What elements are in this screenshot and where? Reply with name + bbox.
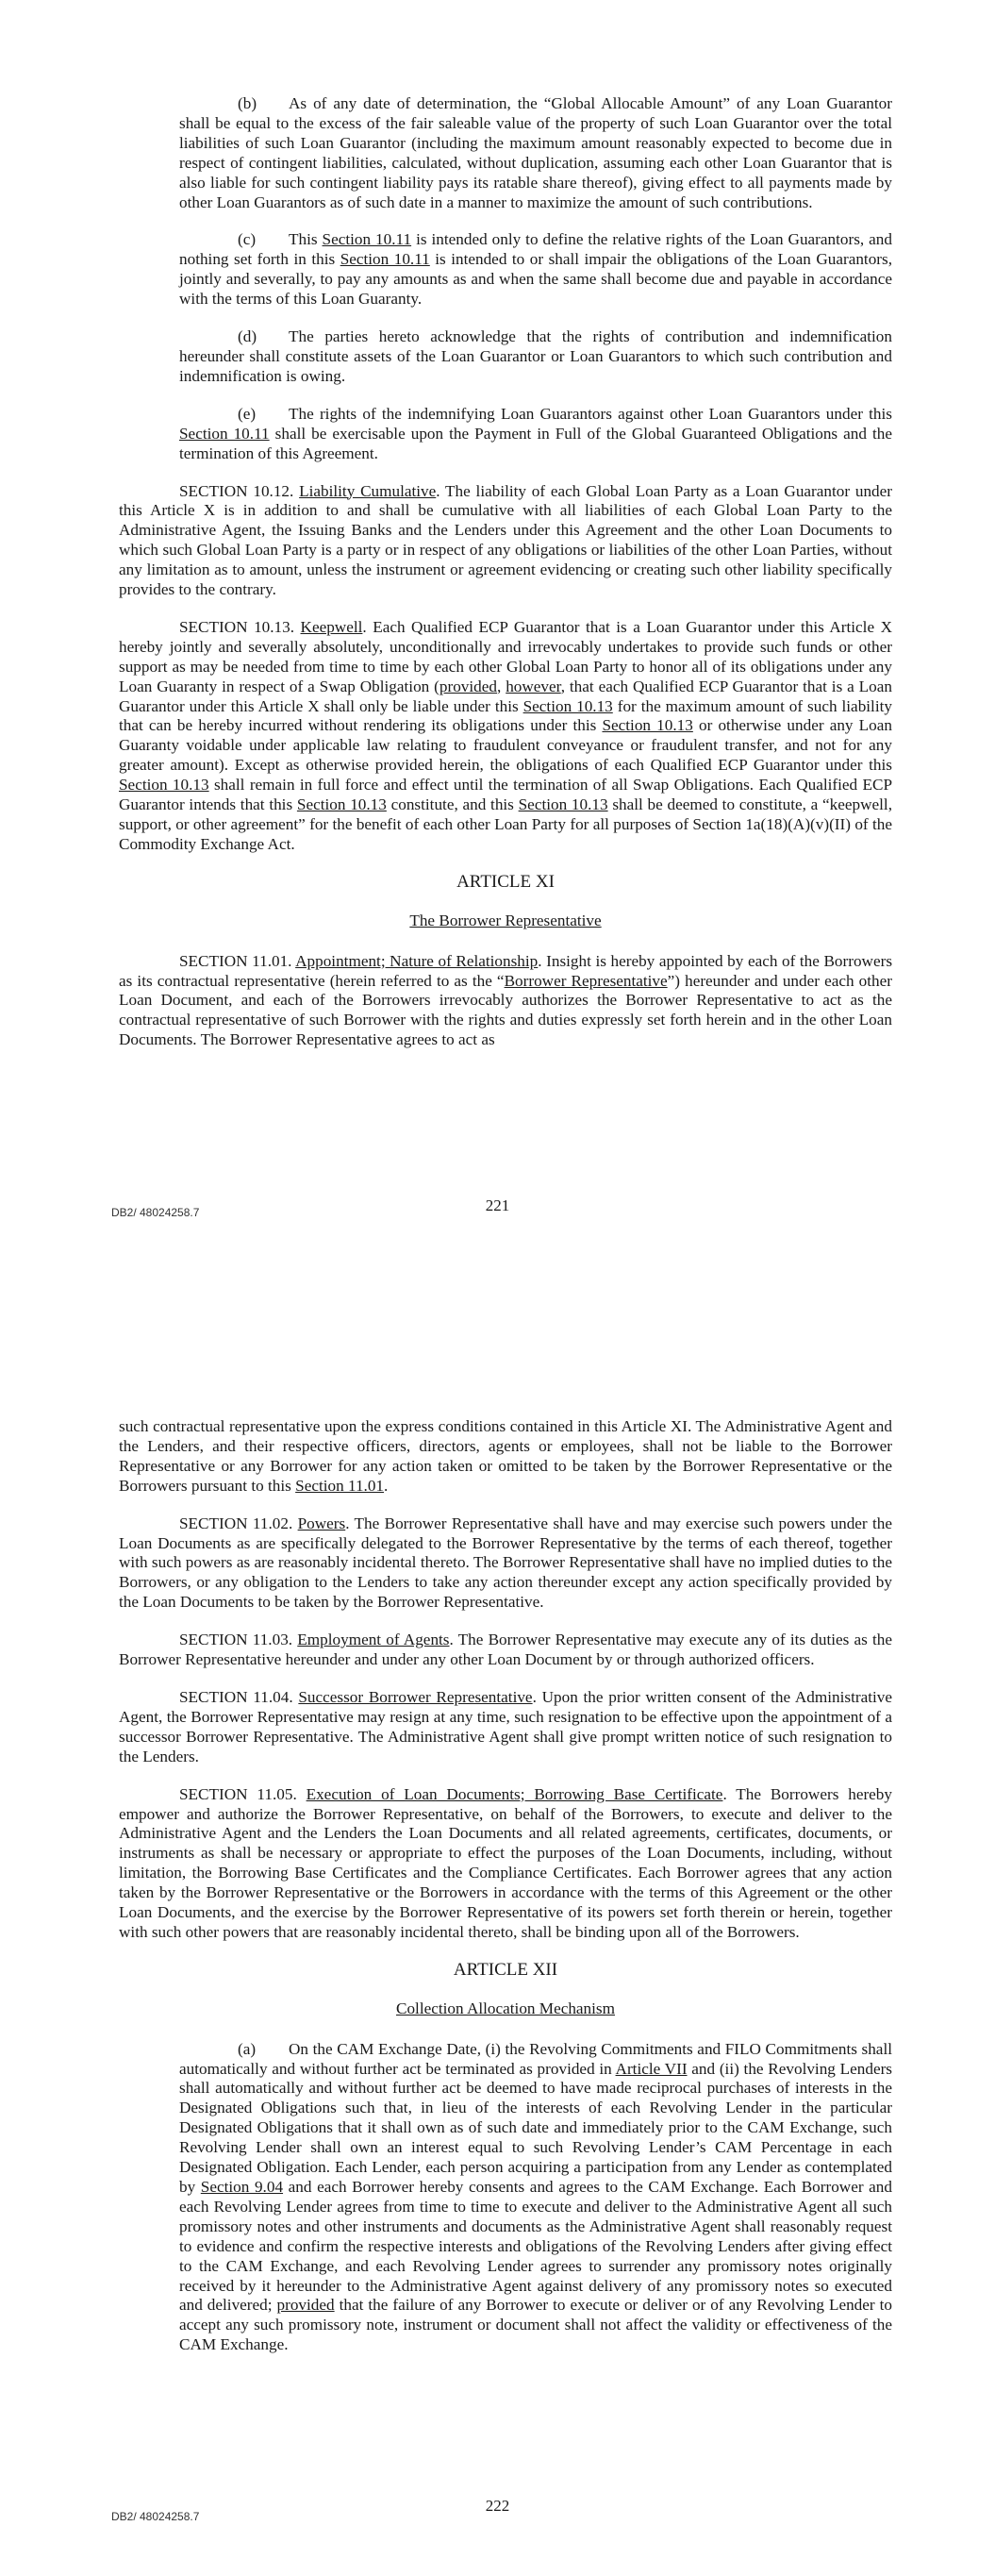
- document-id: DB2/ 48024258.7: [111, 2510, 200, 2523]
- paragraph-d: (d) The parties hereto acknowledge that the rights of contribution and indemnification hereunder shall constitute assets of the Loan Guarantor or Loan Guarantors to which such contribution and indemnification is owing.: [179, 327, 892, 385]
- document-id: DB2/ 48024258.7: [111, 1206, 200, 1219]
- section-label: SECTION 11.05.: [179, 1784, 297, 1803]
- section-11-03: SECTION 11.03. Employment of Agents. The Borrower Representative may execute any of its duties as the Borrower Representative hereunder and under any other Loan Document by or through authorized officers.: [119, 1631, 893, 1669]
- section-label: SECTION 10.12.: [179, 481, 294, 500]
- section-reference: Section 10.13: [522, 696, 613, 715]
- page-body: [119, 94, 892, 1068]
- section-label: SECTION 10.13.: [179, 617, 295, 636]
- page-body: [119, 1417, 892, 2373]
- section-reference: Section 10.13: [602, 716, 693, 735]
- section-10-12: SECTION 10.12. Liability Cumulative. The liability of each Global Loan Party as a Loan Guarantor under this Article X is in addition to and shall be cumulative with all liabilities of each Global Loan Party to the Administrative Agent, the Issuing Banks and the Lenders under this Agreement and the other Loan Documents to which such Global Loan Party is a party or in respect of any obligations or liabilities of the other Loan Parties, without any limitation as to amount, unless the instrument or agreement evidencing or creating such other liability specifically provides to the contrary.: [119, 481, 893, 599]
- section-reference: Section 10.11: [340, 250, 430, 269]
- page-number: 222: [485, 2497, 510, 2515]
- section-11-04: SECTION 11.04. Successor Borrower Representative. Upon the prior written consent of the Administrative Agent, the Borrower Representative may resign at any time, such resignation to be effective upon the appointment of a successor Borrower Representative. The Administrative Agent shall give prompt written notice of such resignation to the Lenders.: [119, 1687, 893, 1765]
- section-reference: Section 9.04: [200, 2178, 284, 2196]
- section-reference: Section 10.13: [296, 795, 387, 814]
- section-heading: Powers: [297, 1514, 346, 1532]
- section-heading: Liability Cumulative: [299, 481, 437, 500]
- section-heading: Employment of Agents: [297, 1631, 450, 1649]
- section-11-02: SECTION 11.02. Powers. The Borrower Representative shall have and may exercise such powers under the Loan Documents as are specifically delegated to the Borrower Representative by the terms of each thereof, together with such powers as are reasonably incidental thereto. The Borrower Representative shall have no implied duties to the Borrowers, or any obligation to the Lenders to take any action thereunder except any action specifically provided by the Loan Documents to be taken by the Borrower Representative.: [119, 1514, 892, 1612]
- defined-term: Borrower Representative: [504, 971, 668, 990]
- article-reference: Article VII: [615, 2059, 688, 2078]
- article-title: ARTICLE XI: [456, 871, 555, 892]
- section-heading: Successor Borrower Representative: [298, 1687, 533, 1706]
- paragraph-a: (a) On the CAM Exchange Date, (i) the Revolving Commitments and FILO Commitments shall automatically and without further act be terminated as provided in Article VII and (ii) the Revolving Lenders shall automatically and without further act be deemed to have made reciprocal purchases of interests in the Designated Obligations such that, in lieu of the interests of each Revolving Lender in the particular Designated Obligations that it shall own as of such date and immediately prior to the CAM Exchange, such Revolving Lender shall own an interest equal to such Revolving Lender’s CAM Percentage in each Designated Obligation. Each Lender, each person acquiring a participation from any Lender as contemplated by Section 9.04 and each Borrower hereby consents and agrees to the CAM Exchange. Each Borrower and each Revolving Lender agrees from time to time to execute and deliver to the Administrative Agent all such promissory notes and other instruments and documents as the Administrative Agent shall reasonably request to evidence and confirm the respective interests and obligations of the Revolving Lenders after giving effect to the CAM Exchange, and each Revolving Lender agrees to surrender any promissory notes originally received by it hereunder to the Administrative Agent against delivery of any promissory notes so executed and delivered; provided that the failure of any Borrower to execute or deliver or of any Revolving Lender to accept any such promissory note, instrument or document shall not affect the validity or effectiveness of the CAM Exchange.: [179, 2039, 892, 2354]
- section-heading: Appointment; Nature of Relationship: [295, 951, 539, 970]
- section-11-01-continued: such contractual representative upon the express conditions contained in this Article XI. The Administrative Agent and the Lenders, and their respective officers, directors, agents or employees, shall not be liable to the Borrower Representative or any Borrower for any action taken or omitted to be taken by the Borrower Representative or the Borrowers pursuant to this Section 11.01.: [119, 1417, 892, 1495]
- section-11-05: SECTION 11.05. Execution of Loan Documents; Borrowing Base Certificate. The Borrowers hereby empower and authorize the Borrower Representative, on behalf of the Borrowers, to execute and deliver to the Administrative Agent and the Lenders the Loan Documents and all related agreements, certificates, documents, or instruments as shall be necessary or appropriate to effect the purposes of the Loan Documents, including, without limitation, the Borrowing Base Certificates and the Compliance Certificates. Each Borrower agrees that any action taken by the Borrower Representative or the Borrowers in accordance with the terms of this Agreement or the other Loan Documents, and the exercise by the Borrower Representative of its powers set forth therein or herein, together with such other powers that are reasonably incidental thereto, shall be binding upon all of the Borrowers.: [119, 1784, 892, 1941]
- section-reference: Section 10.11: [179, 424, 270, 443]
- section-label: SECTION 11.01.: [179, 951, 292, 970]
- section-label: SECTION 11.04.: [179, 1687, 293, 1706]
- paragraph-e: (e) The rights of the indemnifying Loan Guarantors against other Loan Guarantors under this Section 10.11 shall be exercisable upon the Payment in Full of the Global Guaranteed Obligations and the termination of this Agreement.: [179, 404, 892, 462]
- paragraph-c: (c) This Section 10.11 is intended only to define the relative rights of the Loan Guarantors, and nothing set forth in this Section 10.11 is intended to or shall impair the obligations of the Loan Guarantors, jointly and severally, to pay any amounts as and when the same shall become due and payable in accordance with the terms of this Loan Guaranty.: [179, 230, 892, 309]
- article-subtitle: Collection Allocation Mechanism: [396, 1999, 615, 2017]
- section-label: SECTION 11.03.: [179, 1631, 293, 1649]
- section-reference: Section 10.11: [322, 230, 412, 249]
- section-heading: Keepwell: [300, 617, 363, 636]
- section-heading: Execution of Loan Documents; Borrowing Base Certificate: [306, 1784, 723, 1803]
- section-label: SECTION 11.02.: [179, 1514, 293, 1532]
- article-title: ARTICLE XII: [453, 1959, 558, 1980]
- section-11-01: SECTION 11.01. Appointment; Nature of Relationship. Insight is hereby appointed by each of the Borrowers as its contractual representative (herein referred to as the “Borrower Representative”) hereunder and under each other Loan Document, and each of the Borrowers irrevocably authorizes the Borrower Representative to act as the contractual representative of such Borrower with the rights and duties expressly set forth herein and in the other Loan Documents. The Borrower Representative agrees to act as: [119, 951, 893, 1049]
- section-10-13: SECTION 10.13. Keepwell. Each Qualified ECP Guarantor that is a Loan Guarantor under this Article X hereby jointly and severally absolutely, unconditionally and irrevocably undertakes to provide such funds or other support as may be needed from time to time by each other Global Loan Party to honor all of its obligations under any Loan Guaranty in respect of a Swap Obligation (provided, however, that each Qualified ECP Guarantor that is a Loan Guarantor under this Article X shall only be liable under this Section 10.13 for the maximum amount of such liability that can be hereby incurred without rendering its obligations under this Section 10.13 or otherwise under any Loan Guaranty voidable under applicable law relating to fraudulent conveyance or fraudulent transfer, and not for any greater amount). Except as otherwise provided herein, the obligations of each Qualified ECP Guarantor under this Section 10.13 shall remain in full force and effect until the termination of all Swap Obligations. Each Qualified ECP Guarantor intends that this Section 10.13 constitute, and this Section 10.13 shall be deemed to constitute, a “keepwell, support, or other agreement” for the benefit of each other Loan Party for all purposes of Section 1a(18)(A)(v)(II) of the Commodity Exchange Act.: [119, 617, 892, 853]
- page-number: 221: [485, 1196, 510, 1214]
- section-reference: Section 10.13: [518, 795, 608, 814]
- page-221: [0, 0, 995, 1255]
- page-222: [0, 1255, 995, 2576]
- section-reference: Section 11.01: [295, 1476, 385, 1495]
- section-reference: Section 10.13: [119, 776, 209, 795]
- paragraph-b: (b) As of any date of determination, the “Global Allocable Amount” of any Loan Guarantor shall be equal to the excess of the fair saleable value of the property of such Loan Guarantor over the total liabilities of such Loan Guarantor (including the maximum amount reasonably expected to become due in respect of contingent liabilities, calculated, without duplication, assuming each other Loan Guarantor that is also liable for such contingent liability pays its ratable share thereof), giving effect to all payments made by other Loan Guarantors as of such date in a manner to maximize the amount of such contributions.: [179, 94, 892, 211]
- article-subtitle: The Borrower Representative: [409, 911, 602, 929]
